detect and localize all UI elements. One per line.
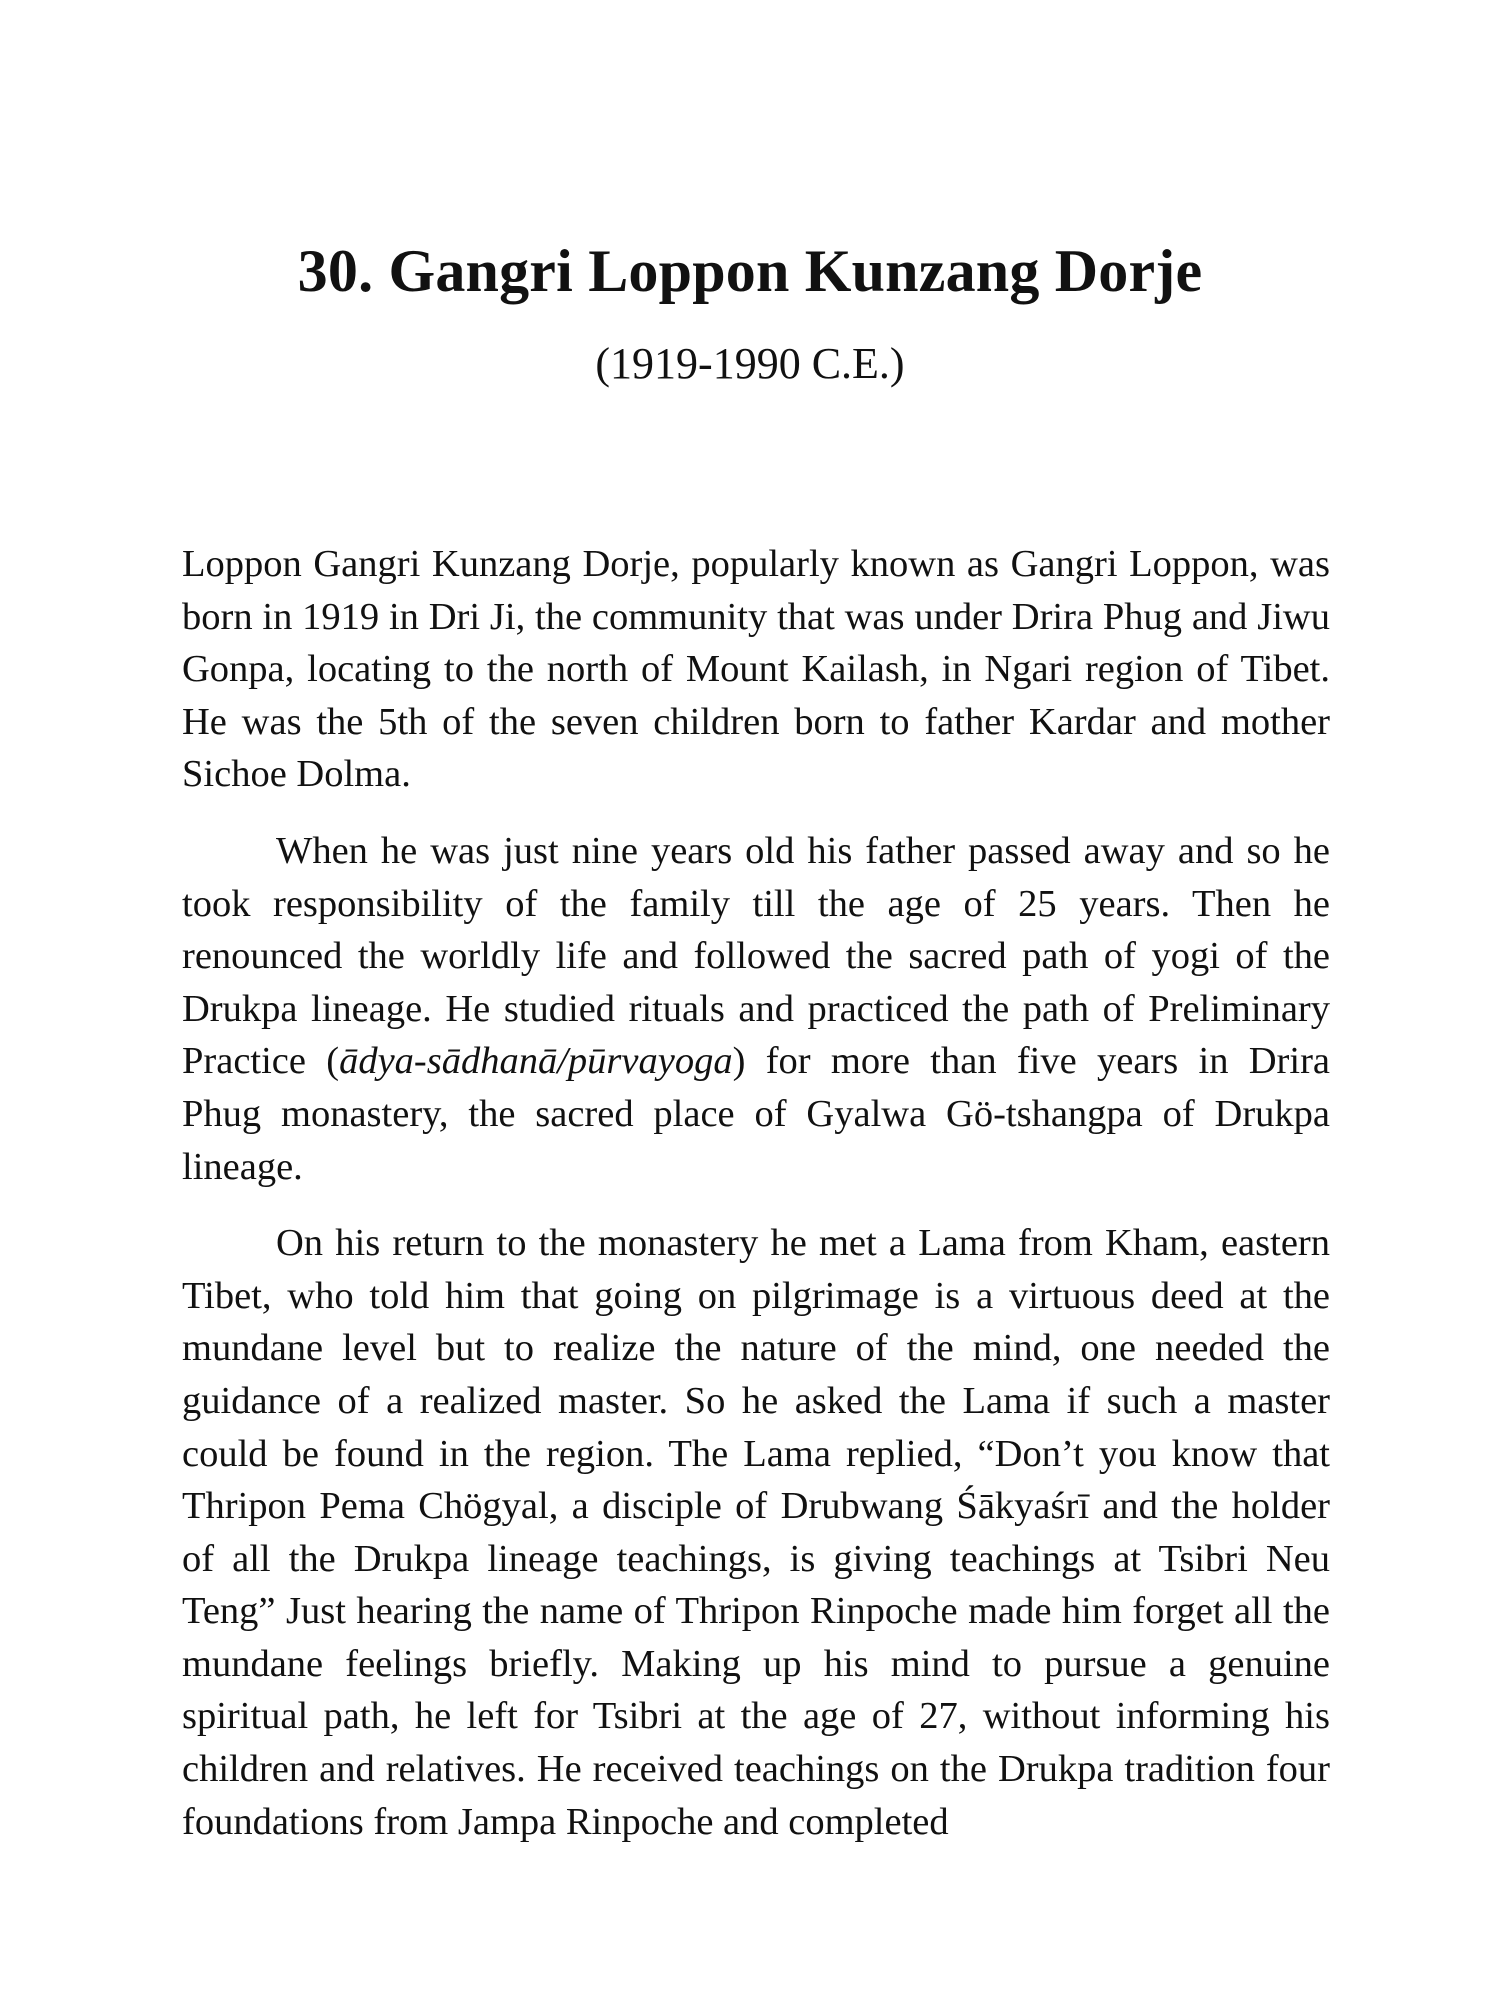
paragraph-2-text-before: When he was just nine years old his father passed away and so he took responsibility of the family till the age of 25 years. Then he renounced the worldly life and followed the sacred path of yogi of the Drukpa lineage. He studied rituals and practiced the path of Preliminary Practice ( bbox=[182, 829, 1330, 1083]
chapter-dates: (1919-1990 C.E.) bbox=[595, 339, 905, 388]
paragraph-2-text-after: ) for more than five years in Drira Phug monastery, the sacred place of Gyalwa Gö-tshangpa of Drukpa lineage. bbox=[182, 1040, 1330, 1188]
paragraph-3: On his return to the monastery he met a Lama from Kham, eastern Tibet, who told him that going on pilgrimage is a virtuous deed at the mundane level but to realize the nature of the mind, one needed the guidance of a realized master. So he asked the Lama if such a master could be found in the region. The Lama replied, “Don’t you know that Thripon Pema Chögyal, a disciple of Drubwang Śākyaśrī and the holder of all the Drukpa lineage teachings, is giving teachings at Tsibri Neu Teng” Just hearing the name of Thripon Rinpoche made him forget all the mundane feelings briefly. Making up his mind to pursue a genuine spiritual path, he left for Tsibri at the age of 27, without informing his children and relatives. He received teachings on the Drukpa tradition four foundations from Jampa Rinpoche and completed bbox=[182, 1222, 1330, 1843]
paragraph-1: Loppon Gangri Kunzang Dorje, popularly known as Gangri Loppon, was born in 1919 in Dri Ji, the community that was under Drira Phug and Jiwu Gonpa, locating to the north of Mount Kailash, in Ngari region of Tibet. He was the 5th of the seven children born to father Kardar and mother Sichoe Dolma. bbox=[182, 543, 1330, 796]
paragraph-2 bbox=[182, 825, 1330, 1193]
paragraph-2-italic-term: ādya-sādhanā/pūrvayoga bbox=[339, 1040, 733, 1083]
chapter-title: 30. Gangri Loppon Kunzang Dorje bbox=[297, 238, 1203, 304]
body-text bbox=[182, 538, 1330, 1872]
